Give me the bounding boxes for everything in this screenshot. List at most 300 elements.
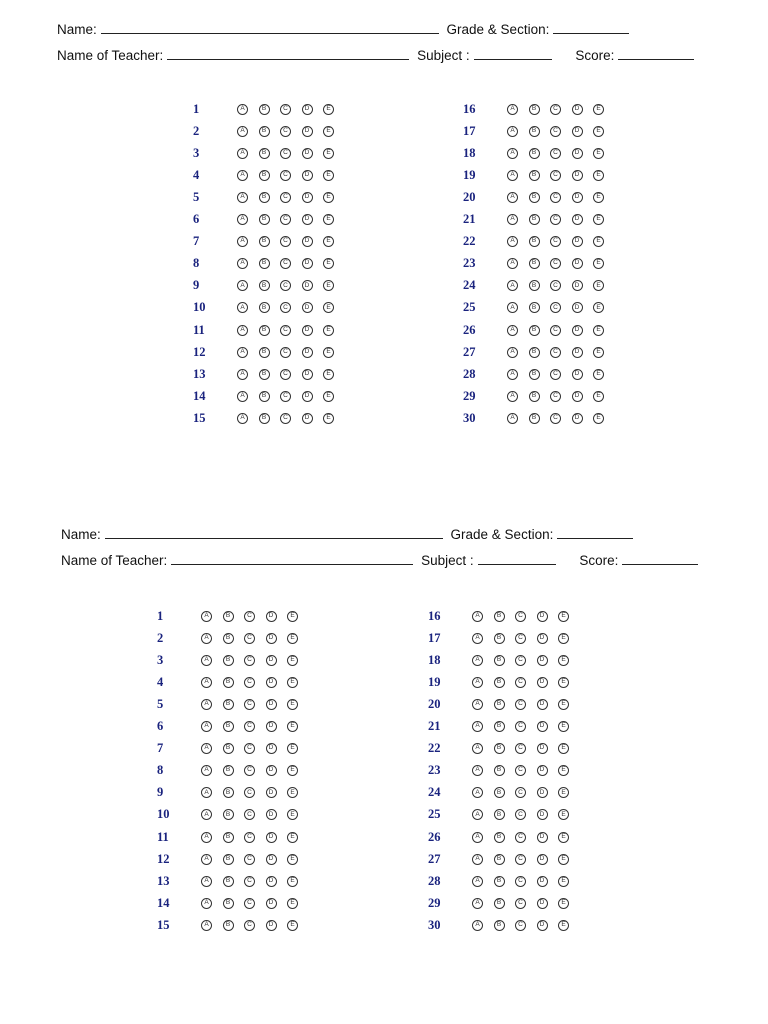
choice-bubble-b[interactable]: B: [529, 391, 540, 402]
choice-bubble-d[interactable]: D: [572, 280, 583, 291]
choice-bubble-d[interactable]: D: [537, 611, 548, 622]
choice-bubble-b[interactable]: B: [494, 898, 505, 909]
choice-bubble-a[interactable]: A: [507, 347, 518, 358]
choice-bubble-c[interactable]: C: [515, 832, 526, 843]
choice-bubble-e[interactable]: E: [287, 765, 298, 776]
choice-bubble-e[interactable]: E: [287, 854, 298, 865]
choice-bubble-a[interactable]: A: [237, 347, 248, 358]
choice-bubble-c[interactable]: C: [515, 809, 526, 820]
choice-bubble-d[interactable]: D: [572, 347, 583, 358]
choice-bubble-b[interactable]: B: [259, 236, 270, 247]
choice-bubble-c[interactable]: C: [550, 325, 561, 336]
choice-bubble-c[interactable]: C: [515, 611, 526, 622]
choice-bubble-c[interactable]: C: [244, 854, 255, 865]
choice-bubble-b[interactable]: B: [529, 347, 540, 358]
choice-bubble-e[interactable]: E: [558, 854, 569, 865]
choice-bubble-e[interactable]: E: [593, 347, 604, 358]
choice-bubble-b[interactable]: B: [529, 413, 540, 424]
choice-bubble-a[interactable]: A: [507, 258, 518, 269]
choice-bubble-d[interactable]: D: [537, 854, 548, 865]
choice-bubble-b[interactable]: B: [494, 743, 505, 754]
choice-bubble-b[interactable]: B: [529, 148, 540, 159]
choice-bubble-d[interactable]: D: [266, 677, 277, 688]
choice-bubble-b[interactable]: B: [223, 611, 234, 622]
choice-bubble-e[interactable]: E: [287, 787, 298, 798]
choice-bubble-a[interactable]: A: [201, 699, 212, 710]
choice-bubble-a[interactable]: A: [507, 391, 518, 402]
choice-bubble-d[interactable]: D: [302, 280, 313, 291]
choice-bubble-a[interactable]: A: [201, 787, 212, 798]
choice-bubble-a[interactable]: A: [472, 677, 483, 688]
choice-bubble-a[interactable]: A: [237, 413, 248, 424]
choice-bubble-c[interactable]: C: [280, 258, 291, 269]
choice-bubble-b[interactable]: B: [223, 699, 234, 710]
choice-bubble-b[interactable]: B: [529, 325, 540, 336]
choice-bubble-e[interactable]: E: [323, 280, 334, 291]
choice-bubble-b[interactable]: B: [259, 391, 270, 402]
choice-bubble-b[interactable]: B: [494, 611, 505, 622]
choice-bubble-c[interactable]: C: [515, 721, 526, 732]
choice-bubble-a[interactable]: A: [201, 743, 212, 754]
choice-bubble-b[interactable]: B: [529, 302, 540, 313]
choice-bubble-d[interactable]: D: [572, 236, 583, 247]
choice-bubble-c[interactable]: C: [550, 192, 561, 203]
choice-bubble-e[interactable]: E: [558, 765, 569, 776]
choice-bubble-d[interactable]: D: [266, 721, 277, 732]
choice-bubble-d[interactable]: D: [572, 214, 583, 225]
choice-bubble-c[interactable]: C: [280, 126, 291, 137]
choice-bubble-d[interactable]: D: [302, 170, 313, 181]
choice-bubble-d[interactable]: D: [572, 104, 583, 115]
score-blank[interactable]: [618, 48, 694, 60]
choice-bubble-e[interactable]: E: [593, 391, 604, 402]
choice-bubble-b[interactable]: B: [223, 832, 234, 843]
choice-bubble-b[interactable]: B: [259, 280, 270, 291]
teacher-blank[interactable]: [167, 48, 409, 60]
choice-bubble-e[interactable]: E: [287, 699, 298, 710]
choice-bubble-e[interactable]: E: [558, 809, 569, 820]
choice-bubble-d[interactable]: D: [302, 104, 313, 115]
choice-bubble-e[interactable]: E: [287, 832, 298, 843]
choice-bubble-a[interactable]: A: [201, 677, 212, 688]
choice-bubble-c[interactable]: C: [244, 611, 255, 622]
choice-bubble-a[interactable]: A: [237, 104, 248, 115]
grade-section-blank[interactable]: [553, 22, 629, 34]
choice-bubble-b[interactable]: B: [529, 214, 540, 225]
choice-bubble-a[interactable]: A: [201, 854, 212, 865]
choice-bubble-b[interactable]: B: [259, 214, 270, 225]
choice-bubble-b[interactable]: B: [529, 126, 540, 137]
choice-bubble-c[interactable]: C: [280, 280, 291, 291]
choice-bubble-d[interactable]: D: [302, 126, 313, 137]
choice-bubble-b[interactable]: B: [259, 192, 270, 203]
choice-bubble-c[interactable]: C: [280, 104, 291, 115]
choice-bubble-c[interactable]: C: [550, 104, 561, 115]
choice-bubble-b[interactable]: B: [223, 655, 234, 666]
choice-bubble-c[interactable]: C: [515, 876, 526, 887]
choice-bubble-b[interactable]: B: [223, 876, 234, 887]
choice-bubble-e[interactable]: E: [593, 258, 604, 269]
choice-bubble-d[interactable]: D: [266, 743, 277, 754]
choice-bubble-e[interactable]: E: [323, 104, 334, 115]
choice-bubble-e[interactable]: E: [323, 148, 334, 159]
choice-bubble-a[interactable]: A: [507, 126, 518, 137]
choice-bubble-b[interactable]: B: [529, 258, 540, 269]
choice-bubble-c[interactable]: C: [515, 743, 526, 754]
subject-blank[interactable]: [478, 553, 556, 565]
choice-bubble-a[interactable]: A: [472, 655, 483, 666]
choice-bubble-e[interactable]: E: [323, 369, 334, 380]
choice-bubble-b[interactable]: B: [223, 787, 234, 798]
choice-bubble-d[interactable]: D: [572, 369, 583, 380]
choice-bubble-a[interactable]: A: [201, 655, 212, 666]
choice-bubble-b[interactable]: B: [529, 104, 540, 115]
choice-bubble-a[interactable]: A: [237, 214, 248, 225]
choice-bubble-a[interactable]: A: [472, 721, 483, 732]
choice-bubble-e[interactable]: E: [287, 633, 298, 644]
choice-bubble-d[interactable]: D: [266, 633, 277, 644]
choice-bubble-e[interactable]: E: [323, 325, 334, 336]
choice-bubble-c[interactable]: C: [280, 302, 291, 313]
choice-bubble-e[interactable]: E: [323, 214, 334, 225]
choice-bubble-a[interactable]: A: [237, 236, 248, 247]
choice-bubble-e[interactable]: E: [593, 104, 604, 115]
choice-bubble-c[interactable]: C: [244, 787, 255, 798]
choice-bubble-c[interactable]: C: [550, 302, 561, 313]
choice-bubble-b[interactable]: B: [223, 854, 234, 865]
choice-bubble-b[interactable]: B: [259, 369, 270, 380]
choice-bubble-b[interactable]: B: [223, 743, 234, 754]
name-blank[interactable]: [105, 527, 443, 539]
choice-bubble-b[interactable]: B: [494, 832, 505, 843]
choice-bubble-d[interactable]: D: [537, 743, 548, 754]
choice-bubble-c[interactable]: C: [280, 170, 291, 181]
choice-bubble-a[interactable]: A: [472, 611, 483, 622]
choice-bubble-a[interactable]: A: [237, 325, 248, 336]
choice-bubble-b[interactable]: B: [494, 699, 505, 710]
choice-bubble-b[interactable]: B: [259, 302, 270, 313]
choice-bubble-d[interactable]: D: [266, 699, 277, 710]
choice-bubble-d[interactable]: D: [302, 325, 313, 336]
choice-bubble-a[interactable]: A: [237, 148, 248, 159]
choice-bubble-a[interactable]: A: [472, 898, 483, 909]
choice-bubble-a[interactable]: A: [507, 325, 518, 336]
choice-bubble-d[interactable]: D: [572, 192, 583, 203]
subject-blank[interactable]: [474, 48, 552, 60]
choice-bubble-c[interactable]: C: [550, 170, 561, 181]
choice-bubble-a[interactable]: A: [507, 170, 518, 181]
choice-bubble-d[interactable]: D: [572, 413, 583, 424]
choice-bubble-b[interactable]: B: [259, 148, 270, 159]
choice-bubble-c[interactable]: C: [280, 236, 291, 247]
choice-bubble-c[interactable]: C: [550, 347, 561, 358]
choice-bubble-c[interactable]: C: [244, 898, 255, 909]
choice-bubble-a[interactable]: A: [201, 920, 212, 931]
choice-bubble-a[interactable]: A: [472, 743, 483, 754]
choice-bubble-a[interactable]: A: [201, 611, 212, 622]
choice-bubble-c[interactable]: C: [280, 325, 291, 336]
choice-bubble-d[interactable]: D: [537, 721, 548, 732]
choice-bubble-d[interactable]: D: [537, 832, 548, 843]
choice-bubble-d[interactable]: D: [266, 920, 277, 931]
choice-bubble-e[interactable]: E: [323, 347, 334, 358]
choice-bubble-e[interactable]: E: [323, 126, 334, 137]
choice-bubble-a[interactable]: A: [507, 104, 518, 115]
choice-bubble-e[interactable]: E: [593, 369, 604, 380]
choice-bubble-e[interactable]: E: [323, 236, 334, 247]
choice-bubble-c[interactable]: C: [515, 898, 526, 909]
choice-bubble-c[interactable]: C: [280, 214, 291, 225]
choice-bubble-c[interactable]: C: [244, 765, 255, 776]
choice-bubble-d[interactable]: D: [302, 369, 313, 380]
choice-bubble-a[interactable]: A: [237, 369, 248, 380]
choice-bubble-c[interactable]: C: [515, 655, 526, 666]
choice-bubble-d[interactable]: D: [537, 920, 548, 931]
choice-bubble-b[interactable]: B: [223, 898, 234, 909]
choice-bubble-c[interactable]: C: [515, 699, 526, 710]
choice-bubble-d[interactable]: D: [266, 809, 277, 820]
choice-bubble-e[interactable]: E: [558, 743, 569, 754]
choice-bubble-d[interactable]: D: [537, 898, 548, 909]
choice-bubble-c[interactable]: C: [244, 633, 255, 644]
choice-bubble-b[interactable]: B: [494, 633, 505, 644]
choice-bubble-b[interactable]: B: [494, 876, 505, 887]
choice-bubble-e[interactable]: E: [287, 611, 298, 622]
choice-bubble-e[interactable]: E: [593, 413, 604, 424]
choice-bubble-b[interactable]: B: [494, 765, 505, 776]
choice-bubble-e[interactable]: E: [593, 236, 604, 247]
choice-bubble-a[interactable]: A: [201, 832, 212, 843]
choice-bubble-d[interactable]: D: [572, 126, 583, 137]
choice-bubble-e[interactable]: E: [323, 192, 334, 203]
choice-bubble-c[interactable]: C: [280, 347, 291, 358]
choice-bubble-d[interactable]: D: [302, 192, 313, 203]
choice-bubble-a[interactable]: A: [472, 765, 483, 776]
choice-bubble-b[interactable]: B: [223, 721, 234, 732]
choice-bubble-d[interactable]: D: [266, 611, 277, 622]
choice-bubble-e[interactable]: E: [287, 898, 298, 909]
choice-bubble-e[interactable]: E: [323, 391, 334, 402]
choice-bubble-d[interactable]: D: [302, 391, 313, 402]
choice-bubble-a[interactable]: A: [237, 280, 248, 291]
choice-bubble-d[interactable]: D: [266, 876, 277, 887]
choice-bubble-d[interactable]: D: [302, 258, 313, 269]
choice-bubble-b[interactable]: B: [259, 126, 270, 137]
choice-bubble-e[interactable]: E: [558, 721, 569, 732]
choice-bubble-d[interactable]: D: [572, 325, 583, 336]
choice-bubble-c[interactable]: C: [515, 633, 526, 644]
choice-bubble-e[interactable]: E: [287, 655, 298, 666]
choice-bubble-b[interactable]: B: [494, 655, 505, 666]
choice-bubble-c[interactable]: C: [244, 655, 255, 666]
choice-bubble-d[interactable]: D: [266, 787, 277, 798]
choice-bubble-b[interactable]: B: [494, 854, 505, 865]
teacher-blank[interactable]: [171, 553, 413, 565]
choice-bubble-a[interactable]: A: [507, 369, 518, 380]
choice-bubble-a[interactable]: A: [237, 391, 248, 402]
choice-bubble-b[interactable]: B: [223, 809, 234, 820]
choice-bubble-d[interactable]: D: [266, 854, 277, 865]
choice-bubble-e[interactable]: E: [558, 699, 569, 710]
choice-bubble-c[interactable]: C: [280, 369, 291, 380]
choice-bubble-b[interactable]: B: [259, 258, 270, 269]
choice-bubble-a[interactable]: A: [201, 809, 212, 820]
choice-bubble-c[interactable]: C: [550, 126, 561, 137]
choice-bubble-d[interactable]: D: [302, 214, 313, 225]
choice-bubble-c[interactable]: C: [244, 699, 255, 710]
choice-bubble-a[interactable]: A: [472, 809, 483, 820]
choice-bubble-c[interactable]: C: [280, 413, 291, 424]
choice-bubble-c[interactable]: C: [244, 743, 255, 754]
choice-bubble-d[interactable]: D: [302, 148, 313, 159]
choice-bubble-e[interactable]: E: [323, 258, 334, 269]
choice-bubble-b[interactable]: B: [223, 677, 234, 688]
choice-bubble-e[interactable]: E: [558, 677, 569, 688]
choice-bubble-d[interactable]: D: [266, 832, 277, 843]
choice-bubble-d[interactable]: D: [537, 765, 548, 776]
choice-bubble-c[interactable]: C: [515, 765, 526, 776]
choice-bubble-a[interactable]: A: [472, 699, 483, 710]
choice-bubble-d[interactable]: D: [572, 302, 583, 313]
choice-bubble-c[interactable]: C: [550, 236, 561, 247]
choice-bubble-d[interactable]: D: [537, 787, 548, 798]
choice-bubble-a[interactable]: A: [507, 236, 518, 247]
choice-bubble-d[interactable]: D: [302, 302, 313, 313]
choice-bubble-e[interactable]: E: [593, 192, 604, 203]
choice-bubble-e[interactable]: E: [287, 809, 298, 820]
choice-bubble-a[interactable]: A: [472, 633, 483, 644]
choice-bubble-a[interactable]: A: [237, 170, 248, 181]
choice-bubble-b[interactable]: B: [494, 677, 505, 688]
grade-section-blank[interactable]: [557, 527, 633, 539]
choice-bubble-c[interactable]: C: [244, 677, 255, 688]
choice-bubble-e[interactable]: E: [593, 325, 604, 336]
choice-bubble-b[interactable]: B: [259, 347, 270, 358]
choice-bubble-e[interactable]: E: [323, 413, 334, 424]
choice-bubble-c[interactable]: C: [550, 214, 561, 225]
choice-bubble-c[interactable]: C: [244, 920, 255, 931]
choice-bubble-e[interactable]: E: [287, 677, 298, 688]
choice-bubble-e[interactable]: E: [593, 280, 604, 291]
choice-bubble-e[interactable]: E: [558, 787, 569, 798]
choice-bubble-c[interactable]: C: [550, 280, 561, 291]
choice-bubble-a[interactable]: A: [507, 148, 518, 159]
name-blank[interactable]: [101, 22, 439, 34]
choice-bubble-a[interactable]: A: [507, 302, 518, 313]
choice-bubble-b[interactable]: B: [223, 633, 234, 644]
choice-bubble-c[interactable]: C: [280, 391, 291, 402]
choice-bubble-a[interactable]: A: [201, 898, 212, 909]
choice-bubble-c[interactable]: C: [244, 809, 255, 820]
choice-bubble-c[interactable]: C: [550, 413, 561, 424]
choice-bubble-e[interactable]: E: [558, 832, 569, 843]
choice-bubble-d[interactable]: D: [572, 391, 583, 402]
choice-bubble-d[interactable]: D: [572, 258, 583, 269]
choice-bubble-e[interactable]: E: [593, 302, 604, 313]
choice-bubble-e[interactable]: E: [323, 302, 334, 313]
choice-bubble-c[interactable]: C: [550, 369, 561, 380]
choice-bubble-d[interactable]: D: [266, 655, 277, 666]
choice-bubble-e[interactable]: E: [558, 611, 569, 622]
choice-bubble-d[interactable]: D: [537, 809, 548, 820]
choice-bubble-b[interactable]: B: [529, 280, 540, 291]
choice-bubble-b[interactable]: B: [223, 765, 234, 776]
choice-bubble-d[interactable]: D: [266, 898, 277, 909]
score-blank[interactable]: [622, 553, 698, 565]
choice-bubble-e[interactable]: E: [287, 743, 298, 754]
choice-bubble-e[interactable]: E: [593, 126, 604, 137]
choice-bubble-b[interactable]: B: [259, 325, 270, 336]
choice-bubble-c[interactable]: C: [515, 787, 526, 798]
choice-bubble-a[interactable]: A: [237, 258, 248, 269]
choice-bubble-a[interactable]: A: [472, 920, 483, 931]
choice-bubble-a[interactable]: A: [201, 721, 212, 732]
choice-bubble-b[interactable]: B: [259, 104, 270, 115]
choice-bubble-b[interactable]: B: [494, 920, 505, 931]
choice-bubble-e[interactable]: E: [323, 170, 334, 181]
choice-bubble-c[interactable]: C: [550, 258, 561, 269]
choice-bubble-a[interactable]: A: [237, 192, 248, 203]
choice-bubble-c[interactable]: C: [550, 391, 561, 402]
choice-bubble-c[interactable]: C: [244, 832, 255, 843]
choice-bubble-c[interactable]: C: [515, 854, 526, 865]
choice-bubble-d[interactable]: D: [302, 236, 313, 247]
choice-bubble-d[interactable]: D: [537, 876, 548, 887]
choice-bubble-c[interactable]: C: [515, 920, 526, 931]
choice-bubble-a[interactable]: A: [472, 854, 483, 865]
choice-bubble-b[interactable]: B: [529, 170, 540, 181]
choice-bubble-d[interactable]: D: [537, 677, 548, 688]
choice-bubble-d[interactable]: D: [572, 148, 583, 159]
choice-bubble-c[interactable]: C: [515, 677, 526, 688]
choice-bubble-a[interactable]: A: [201, 765, 212, 776]
choice-bubble-d[interactable]: D: [572, 170, 583, 181]
choice-bubble-e[interactable]: E: [287, 920, 298, 931]
choice-bubble-c[interactable]: C: [550, 148, 561, 159]
choice-bubble-b[interactable]: B: [529, 236, 540, 247]
choice-bubble-a[interactable]: A: [237, 126, 248, 137]
choice-bubble-e[interactable]: E: [287, 876, 298, 887]
choice-bubble-b[interactable]: B: [494, 787, 505, 798]
choice-bubble-e[interactable]: E: [593, 170, 604, 181]
choice-bubble-e[interactable]: E: [558, 898, 569, 909]
choice-bubble-e[interactable]: E: [558, 655, 569, 666]
choice-bubble-d[interactable]: D: [537, 633, 548, 644]
choice-bubble-e[interactable]: E: [558, 920, 569, 931]
choice-bubble-a[interactable]: A: [507, 413, 518, 424]
choice-bubble-b[interactable]: B: [259, 413, 270, 424]
choice-bubble-a[interactable]: A: [472, 832, 483, 843]
choice-bubble-b[interactable]: B: [223, 920, 234, 931]
choice-bubble-d[interactable]: D: [537, 655, 548, 666]
choice-bubble-a[interactable]: A: [507, 280, 518, 291]
choice-bubble-c[interactable]: C: [280, 148, 291, 159]
choice-bubble-b[interactable]: B: [529, 192, 540, 203]
choice-bubble-a[interactable]: A: [201, 876, 212, 887]
choice-bubble-b[interactable]: B: [494, 809, 505, 820]
choice-bubble-a[interactable]: A: [507, 192, 518, 203]
choice-bubble-b[interactable]: B: [529, 369, 540, 380]
choice-bubble-d[interactable]: D: [302, 413, 313, 424]
choice-bubble-d[interactable]: D: [537, 699, 548, 710]
choice-bubble-d[interactable]: D: [266, 765, 277, 776]
choice-bubble-e[interactable]: E: [287, 721, 298, 732]
choice-bubble-b[interactable]: B: [259, 170, 270, 181]
choice-bubble-a[interactable]: A: [201, 633, 212, 644]
choice-bubble-d[interactable]: D: [302, 347, 313, 358]
choice-bubble-c[interactable]: C: [244, 876, 255, 887]
choice-bubble-a[interactable]: A: [237, 302, 248, 313]
